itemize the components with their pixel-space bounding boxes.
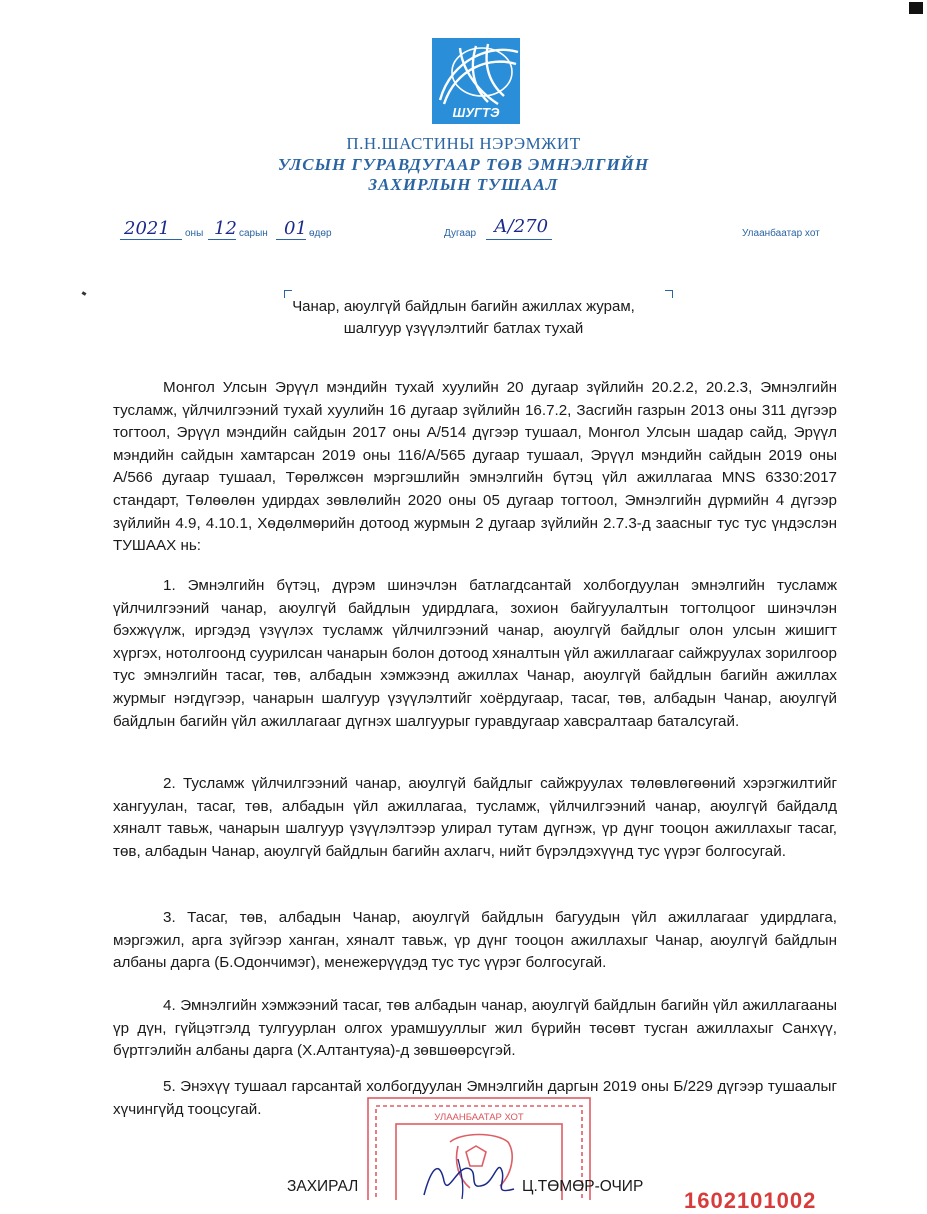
clause-5-text: 5. Энэхүү тушаал гарсантай холбогдуулан Эмнэлгийн даргын 2019 оны Б/229 дүгээр тушаалыг хүчингүйд тооцсугай.: [113, 1078, 837, 1118]
clause-1-text: 1. Эмнэлгийн бүтэц, дүрэм шинэчлэн батлагдсантай холбогдуулан эмнэлгийн тусламж үйлчилгээний чанар, аюулгүй байдлын удирдлага, зохион байгуулалтын тогтолцоог шинэчлэн бэхжүүлж, иргэдэд үзүүлэх тусламж үйлчилгээний чанар, аюулгүй байдлыг олон улсын жишигт хүргэх, нотолгоонд суурилсан чанарын болон дотоод хяналтын үйл ажиллагааг сайжруулах зорилгоор тус эмнэлгийн тасаг, төв, албадын хэмжээнд ажиллах Чанар, аюулгүй байдлын багийн ажиллах журмыг нэгдүгээр, чанарын шалгуур үзүүлэлтийг хоёрдугаар, тасаг, төв, албадын Чанар, аюулгүй байдлын багийн үйл ажиллагааг дүгнэх шалгуурыг гуравдугаар хавсралтаар баталсугай.: [113, 577, 837, 730]
handwritten-signature: [418, 1155, 518, 1200]
clause-3: [113, 907, 837, 975]
paragraph-preamble-text: Монгол Улсын Эрүүл мэндийн тухай хуулийн 20 дугаар зүйлийн 20.2.2, 20.2.3, Эмнэлгийн тусламж, үйлчилгээний тухай хуулийн 16 дугаар зүйлийн 16.7.2, Засгийн газрын 2013 оны 311 дүгээр тогтоол, Эрүүл мэндийн сайдын 2017 оны А/514 дүгээр тушаал, Монгол Улсын шадар сайд, Эрүүл мэндийн сайдын хамтарсан 2019 оны 116/А/565 дугаар тушаал, Эрүүл мэндийн сайдын 2019 оны А/566 дугаар тушаал, Төрөлжсөн мэргэшлийн эмнэлгийн бүтэц үйл ажиллагаа MNS 6330:2017 стандарт, Төлөөлөн удирдах зөвлөлийн 2020 оны 05 дугаар тогтоол, Эмнэлгийн дүрмийн 4 дүгээр зүйлийн 4.9, 4.10.1, Хөдөлмөрийн дотоод журмын 2 дугаар зүйлийн 2.7.3-д заасныг тус тус үндэслэн ТУШААХ нь:: [113, 379, 837, 555]
clause-5: [113, 1076, 837, 1121]
scan-mark: [909, 2, 923, 14]
stamp-text: УЛААНБААТАР ХОТ: [434, 1112, 524, 1123]
preamble-paragraph: [113, 377, 837, 558]
document-serial-number: 1602101002: [684, 1188, 817, 1213]
header-line-2: УЛСЫН ГУРАВДУГААР ТӨВ ЭМНЭЛГИЙН: [277, 155, 650, 174]
clause-3-text: 3. Тасаг, төв, албадын Чанар, аюулгүй байдлын багуудын үйл ажиллагааг удирдлага, мэргэжил, арга зүйгээр ханган, хяналт тавьж, үр дүнг тооцон ажиллахыг Чанар, аюулгүй байдлын албаны дарга (Б.Одончимэг), менежерүүдэд тус тус үүрэг болгосугай.: [113, 909, 837, 972]
signatory-name: Ц.ТӨМӨР-ОЧИР: [522, 1178, 644, 1195]
header-line-1: П.Н.ШАСТИНЫ НЭРЭМЖИТ: [346, 134, 581, 153]
day-handwritten: 01: [284, 218, 307, 239]
clause-4: [113, 995, 837, 1063]
clause-2-text: 2. Тусламж үйлчилгээний чанар, аюулгүй байдлыг сайжруулах төлөвлөгөөний хэрэгжилтийг хангуулан, тасаг, төв, албадын үйл ажиллагаа, тусламж, үйлчилгээний чанар, аюулгүй байдалд хяналт тавьж, чанарын шалгуур үзүүлэлтээр улирал тутам дүгнэж, үр дүнг тооцон ажиллахыг тасаг, төв, албадын Чанар, аюулгүй байдлын багийн ахлагч, нийт бүрэлдэхүүнд тус үүрэг болгосугай.: [113, 775, 837, 860]
signatory-role: ЗАХИРАЛ: [287, 1178, 359, 1195]
month-label: сарын: [239, 228, 268, 239]
order-number-handwritten: А/270: [494, 216, 549, 237]
clause-4-text: 4. Эмнэлгийн хэмжээний тасаг, төв албадын чанар, аюулгүй байдлын багийн үйл ажиллагааны үр дүн, гүйцэтгэлд тулгуурлан олгох урамшууллыг жил бүрийн төсөвт тусган ажиллахыг Санхүү, бүртгэлийн албаны дарга (Х.Алтантуяа)-д зөвшөөрсүгэй.: [113, 997, 837, 1060]
city-label: Улаанбаатар хот: [742, 228, 820, 239]
clause-2: [113, 773, 837, 863]
month-handwritten: 12: [214, 218, 237, 239]
title-line-2: шалгуур үзүүлэлтийг батлах тухай: [343, 320, 584, 337]
number-label: Дугаар: [444, 228, 477, 239]
day-label: өдөр: [309, 228, 332, 239]
header-line-3: ЗАХИРЛЫН ТУШААЛ: [368, 175, 559, 194]
year-handwritten: 2021: [124, 218, 170, 239]
title-line-1: Чанар, аюулгүй байдлын багийн ажиллах журам,: [292, 298, 635, 315]
order-meta-row: [0, 216, 927, 246]
clause-1: [113, 575, 837, 733]
hospital-logo: [432, 38, 520, 124]
year-label: оны: [185, 228, 204, 239]
order-title: [0, 296, 927, 340]
logo-text: ШУГТЭ: [452, 105, 500, 120]
